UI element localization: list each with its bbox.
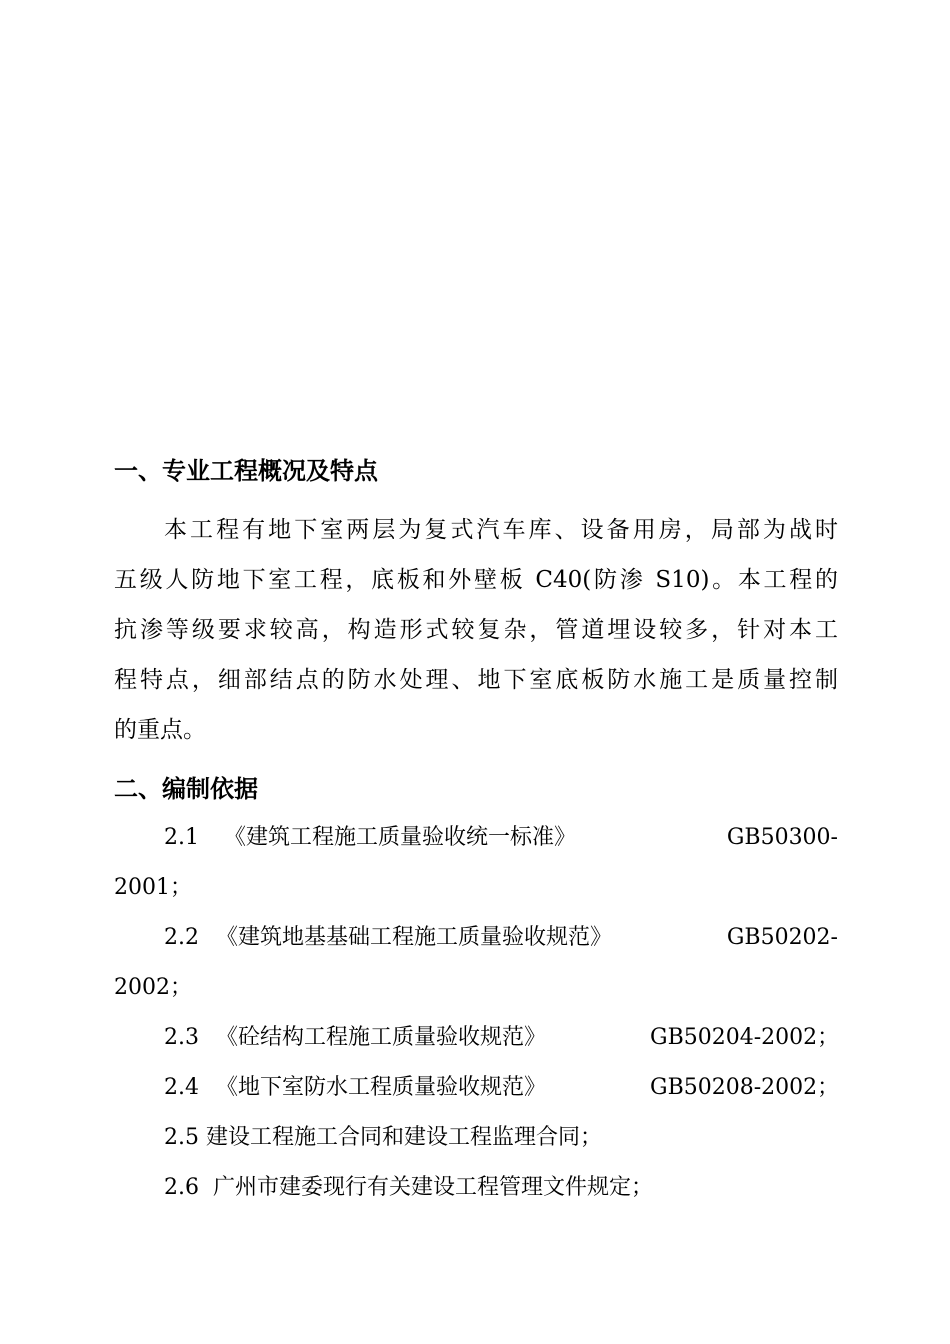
reference-number: 2.3 <box>164 1025 199 1050</box>
reference-item-continuation <box>114 863 838 913</box>
reference-number: 2.1 <box>164 825 199 850</box>
reference-title: 《建筑工程施工质量验收统一标准》 <box>224 825 577 850</box>
reference-item <box>114 1163 838 1213</box>
reference-title: 《砼结构工程施工质量验收规范》 <box>216 1025 547 1050</box>
reference-item <box>114 1013 838 1063</box>
section-1-heading: 一、专业工程概况及特点 <box>114 457 378 485</box>
reference-code-year: 2002； <box>114 975 192 1000</box>
reference-code: GB50202- <box>726 925 838 950</box>
reference-code-year: 2001； <box>114 875 192 900</box>
paragraph-line: 本工程有地下室两层为复式汽车库、设备用房，局部为战时 <box>164 517 838 543</box>
reference-item <box>114 1113 838 1163</box>
paragraph-line: 抗渗等级要求较高，构造形式较复杂，管道埋设较多，针对本工 <box>114 617 838 643</box>
section-1-paragraph <box>114 505 838 755</box>
paragraph-line: 的重点。 <box>114 717 206 743</box>
reference-code: GB50300- <box>726 825 838 850</box>
reference-text: 2.6 广州市建委现行有关建设工程管理文件规定； <box>164 1175 653 1200</box>
reference-title: 《建筑地基基础工程施工质量验收规范》 <box>216 925 613 950</box>
reference-text: 2.5 建设工程施工合同和建设工程监理合同； <box>164 1125 602 1150</box>
reference-item <box>114 1063 838 1113</box>
reference-item <box>114 913 838 963</box>
reference-item-continuation <box>114 963 838 1013</box>
reference-code: GB50208-2002； <box>650 1075 840 1100</box>
reference-item <box>114 813 838 863</box>
section-2-heading: 二、编制依据 <box>114 775 258 803</box>
reference-number: 2.4 <box>164 1075 199 1100</box>
paragraph-line: 五级人防地下室工程，底板和外壁板 C40(防渗 S10)。本工程的 <box>114 567 838 593</box>
reference-list <box>114 813 838 1213</box>
reference-number: 2.2 <box>164 925 199 950</box>
reference-title: 《地下室防水工程质量验收规范》 <box>216 1075 547 1100</box>
reference-code: GB50204-2002； <box>650 1025 840 1050</box>
paragraph-line: 程特点，细部结点的防水处理、地下室底板防水施工是质量控制 <box>114 667 838 693</box>
